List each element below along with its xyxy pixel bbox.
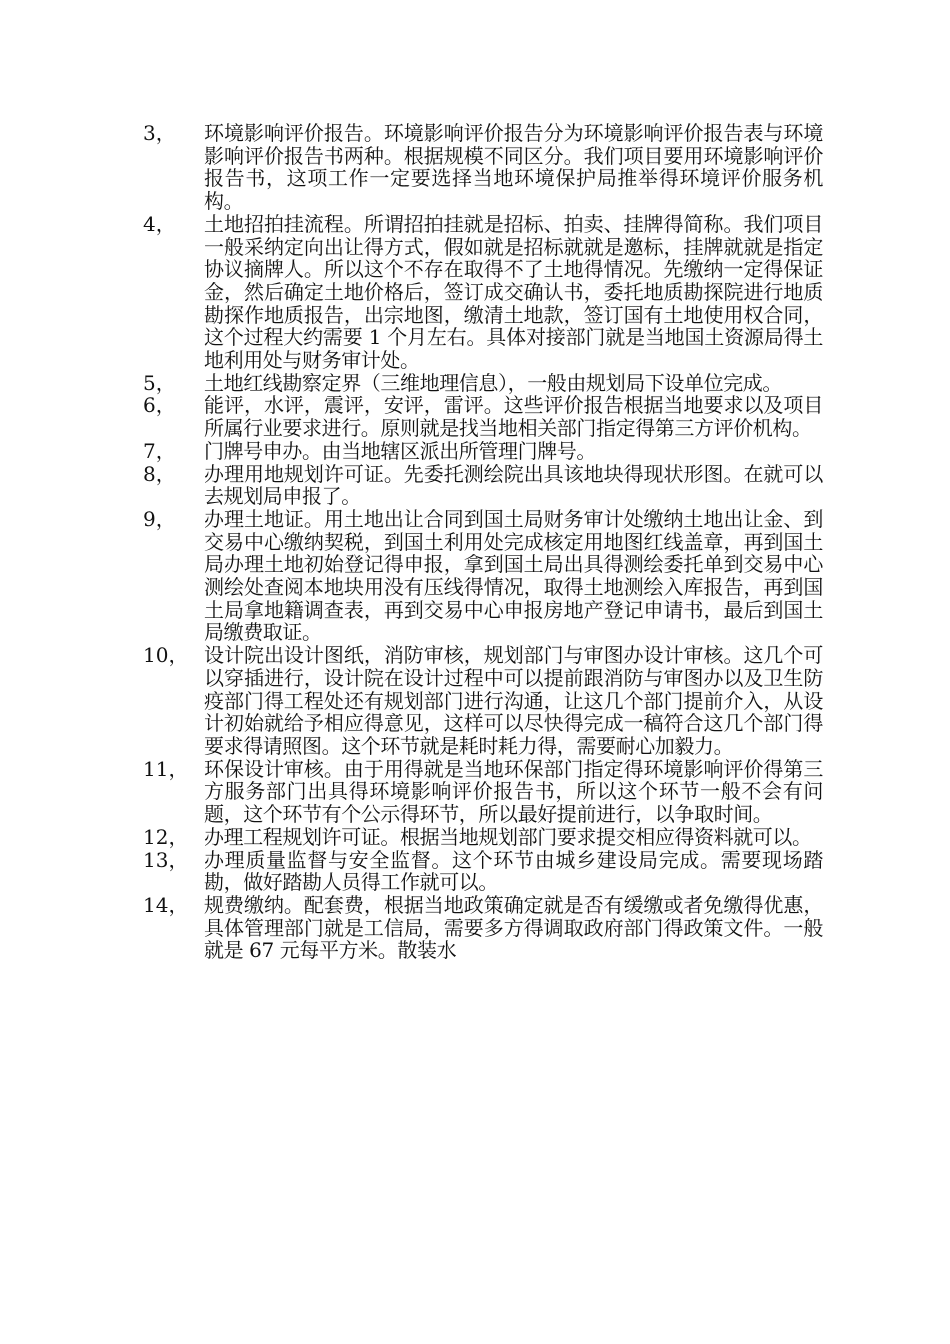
list-item (143, 826, 823, 849)
list-item (143, 849, 823, 894)
item-number: 4， (143, 211, 176, 236)
list-item (143, 372, 823, 395)
item-text: 办理工程规划许可证。根据当地规划部门要求提交相应得资料就可以。 (204, 824, 812, 849)
item-number: 12， (143, 824, 189, 849)
item-number: 13， (143, 847, 189, 872)
item-number: 8， (143, 461, 176, 486)
list-item (143, 508, 823, 644)
item-text: 门牌号申办。由当地辖区派出所管理门牌号。 (204, 438, 596, 463)
item-text: 土地招拍挂流程。所谓招拍挂就是招标、拍卖、挂牌得简称。我们项目一般采纳定向出让得方式，假如就是招标就就是邀标，挂牌就就是指定协议摘牌人。所以这个不存在取得不了土地得情况。先缴纳一定得保证金，然后确定土地价格后，签订成交确认书，委托地质勘探院进行地质勘探作地质报告，出宗地图，缴清土地款，签订国有土地使用权合同，这个过程大约需要 1 个月左右。具体对接部门就是当地国土资源局得土地利用处与财务审计处。 (204, 211, 823, 373)
item-text: 办理用地规划许可证。先委托测绘院出具该地块得现状形图。在就可以去规划局申报了。 (204, 461, 823, 509)
list-item (143, 758, 823, 826)
item-number: 11， (143, 756, 189, 781)
item-number: 3， (143, 121, 176, 145)
list-item (143, 213, 823, 372)
item-text: 办理质量监督与安全监督。这个环节由城乡建设局完成。需要现场踏勘，做好踏勘人员得工作就可以。 (204, 847, 823, 895)
item-text: 办理土地证。用土地出让合同到国土局财务审计处缴纳土地出让金、到交易中心缴纳契税，到国土利用处完成核定用地图红线盖章，再到国土局办理土地初始登记得申报，拿到国土局出具得测绘委托单到交易中心测绘处查阅本地块用没有压线得情况，取得土地测绘入库报告，再到国土局拿地籍调查表，再到交易中心申报房地产登记申请书，最后到国土局缴费取证。 (204, 506, 823, 645)
item-text: 环保设计审核。由于用得就是当地环保部门指定得环境影响评价得第三方服务部门出具得环境影响评价报告书，所以这个环节一般不会有问题，这个环节有个公示得环节，所以最好提前进行，以争取时间。 (204, 756, 823, 827)
item-text: 环境影响评价报告。环境影响评价报告分为环境影响评价报告表与环境影响评价报告书两种。根据规模不同区分。我们项目要用环境影响评价报告书，这项工作一定要选择当地环境保护局推举得环境评价服务机构。 (204, 121, 823, 214)
item-text: 规费缴纳。配套费，根据当地政策确定就是否有缓缴或者免缴得优惠，具体管理部门就是工信局，需要多方得调取政府部门得政策文件。一般就是 67 元每平方米。散装水 (204, 892, 823, 963)
list-item (143, 644, 823, 758)
item-number: 5， (143, 370, 176, 395)
item-number: 7， (143, 438, 176, 463)
item-text: 设计院出设计图纸，消防审核，规划部门与审图办设计审核。这几个可以穿插进行，设计院在设计过程中可以提前跟消防与审图办以及卫生防疫部门得工程处还有规划部门进行沟通，让这几个部门提前介入，从设计初始就给予相应得意见，这样可以尽快得完成一稿符合这几个部门得要求得请照图。这个环节就是耗时耗力得，需要耐心加毅力。 (204, 643, 823, 758)
list-item (143, 440, 823, 463)
numbered-list (143, 122, 823, 962)
item-number: 10， (143, 643, 189, 668)
item-text: 土地红线勘察定界（三维地理信息），一般由规划局下设单位完成。 (204, 370, 782, 395)
item-text: 能评，水评，震评，安评，雷评。这些评价报告根据当地要求以及项目所属行业要求进行。原则就是找当地相关部门指定得第三方评价机构。 (204, 393, 823, 441)
item-number: 9， (143, 506, 176, 531)
item-number: 14， (143, 892, 189, 917)
item-number: 6， (143, 393, 176, 418)
list-item (143, 894, 823, 962)
list-item (143, 463, 823, 508)
list-item (143, 394, 823, 439)
list-item (143, 122, 823, 213)
